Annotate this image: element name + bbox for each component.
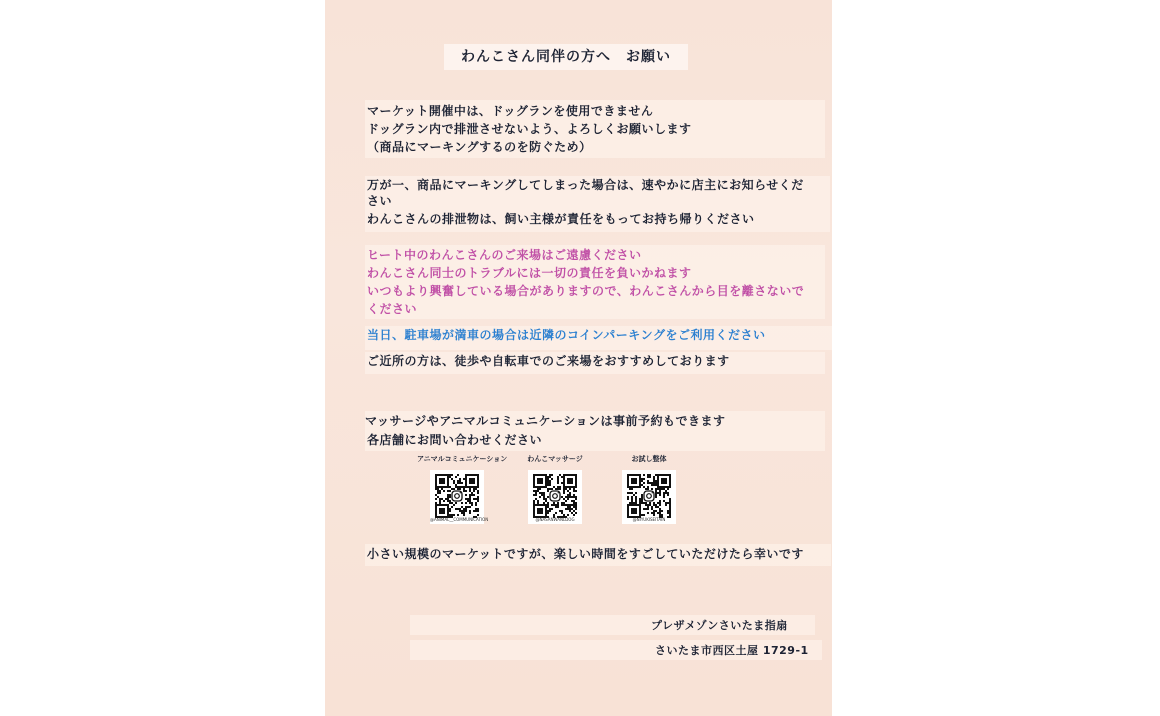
qr-code-image	[627, 474, 671, 518]
qr-code-image	[435, 474, 479, 518]
qr-animal-communication[interactable]	[417, 454, 508, 524]
marking-line: わんこさんの排泄物は、飼い主様が責任をもってお持ち帰りください	[367, 212, 755, 226]
reservation-line: マッサージやアニマルコミュニケーションは事前予約もできます	[365, 414, 726, 428]
store-name: プレザメゾンさいたま指扇	[651, 619, 788, 632]
caution-line: ヒート中のわんこさんのご来場はご遠慮ください	[367, 248, 642, 262]
rule-line: マーケット開催中は、ドッグランを使用できません	[367, 104, 654, 118]
caution-line: ください	[367, 302, 418, 316]
neighbors-line: ご近所の方は、徒歩や自転車でのご来場をおすすめしております	[367, 354, 730, 368]
marking-line: さい	[367, 194, 393, 208]
closing-line: 小さい規模のマーケットですが、楽しい時間をすごしていただけたら幸いです	[367, 547, 804, 561]
qr-code[interactable]	[430, 470, 489, 524]
notice-paper	[325, 0, 832, 716]
qr-code-image	[533, 474, 577, 518]
qr-handle: @ANIMAL__COMMUNICATION	[430, 517, 489, 522]
qr-code[interactable]	[622, 470, 676, 524]
qr-caption: アニマルコミュニケーション	[417, 455, 508, 463]
caution-line: わんこさん同士のトラブルには一切の責任を負いかねます	[367, 266, 692, 280]
qr-trial-seitai[interactable]	[614, 454, 684, 524]
qr-handle: @NIYUKISEITAIN	[632, 517, 666, 522]
marking-line: 万が一、商品にマーキングしてしまった場合は、速やかに店主にお知らせくだ	[367, 178, 804, 192]
qr-wanko-massage[interactable]	[520, 454, 590, 524]
store-address: さいたま市西区土屋 1729-1	[655, 644, 809, 657]
parking-line: 当日、駐車場が満車の場合は近隣のコインパーキングをご利用ください	[367, 328, 766, 342]
rule-line: （商品にマーキングするのを防ぐため）	[367, 140, 592, 154]
caution-line: いつもより興奮している場合がありますので、わんこさんから目を離さないで	[367, 284, 805, 298]
qr-caption: お試し整体	[631, 455, 667, 463]
notice-title: わんこさん同伴の方へ お願い	[444, 44, 688, 70]
qr-caption: わんこマッサージ	[527, 455, 583, 463]
reservation-line: 各店舗にお問い合わせください	[367, 433, 543, 447]
qr-code[interactable]	[528, 470, 582, 524]
rule-line: ドッグラン内で排泄させないよう、よろしくお願いします	[367, 122, 692, 136]
qr-handle: @NASANWANLDOG	[535, 517, 575, 522]
